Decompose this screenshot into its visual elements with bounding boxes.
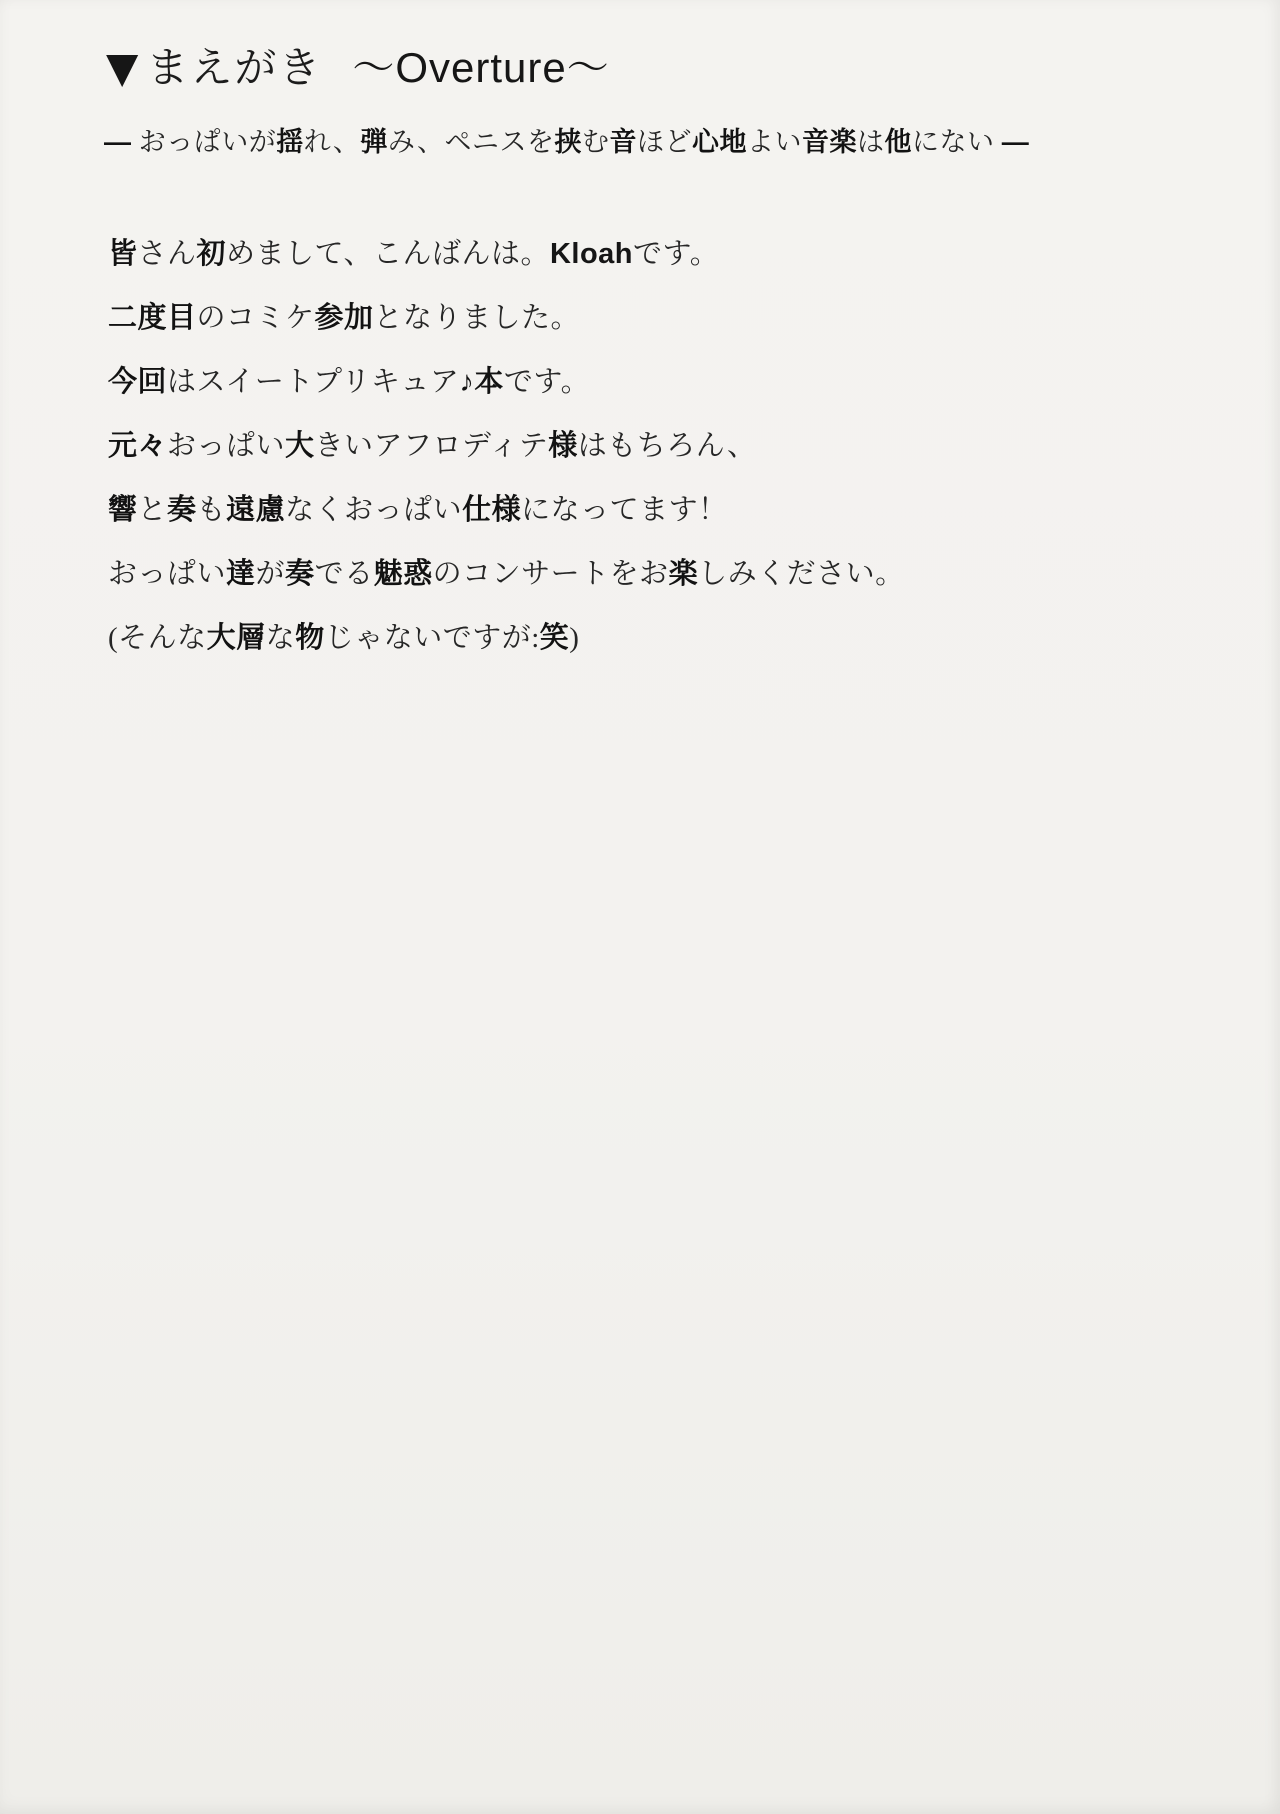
paragraph-line: 響と奏も遠慮なくおっぱい仕様になってます！ xyxy=(108,494,728,526)
paragraph-line: おっぱい達が奏でる魅惑のコンサートをお楽しみください。 xyxy=(108,558,905,590)
paragraph-line: 二度目のコミケ参加となりました。 xyxy=(108,302,581,334)
tagline: ― おっぱいが揺れ、弾み、ペニスを挟む音ほど心地よい音楽は他にない ― xyxy=(104,127,1030,157)
page-title-jp: まえがき xyxy=(146,46,323,92)
paragraph-line: (そんな大層な物じゃないですが:笑) xyxy=(108,622,580,654)
page-title-en: ～Overture～ xyxy=(352,44,610,91)
page-title xyxy=(106,40,610,97)
paragraph-line: 今回はスイートプリキュア♪本です。 xyxy=(108,366,591,398)
paragraph-line: 皆さん初めまして、こんばんは。Kloahです。 xyxy=(108,238,720,270)
triangle-marker-icon: ▼ xyxy=(106,43,141,92)
paragraph-line: 元々おっぱい大きいアフロディテ様はもちろん、 xyxy=(108,430,757,462)
body-text-block xyxy=(108,222,905,670)
